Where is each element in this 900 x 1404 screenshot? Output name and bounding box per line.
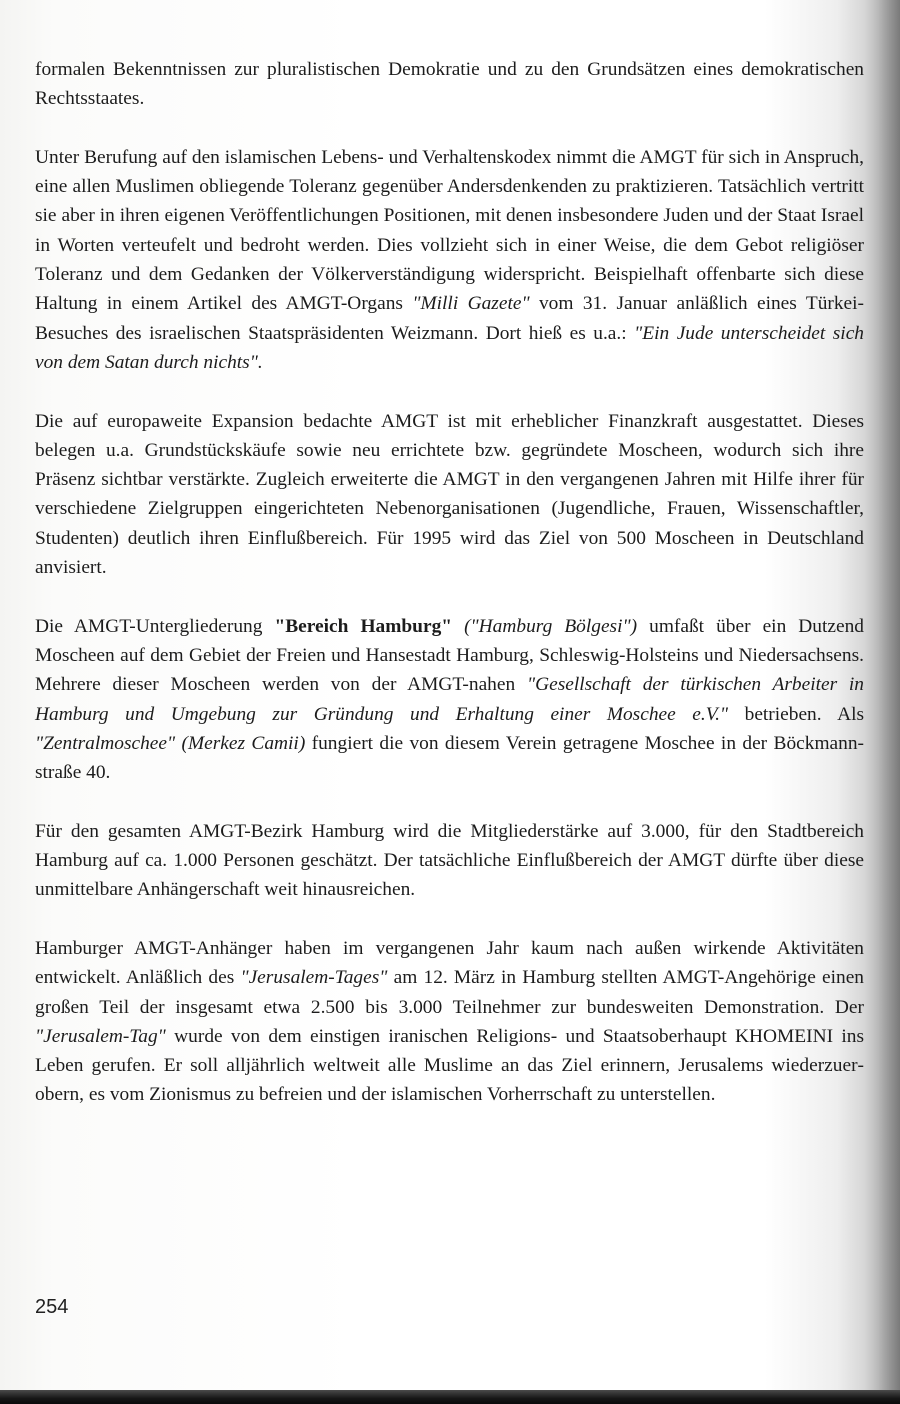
event-name-jerusalem-tag: "Jerusalem-Tag" xyxy=(35,1025,166,1047)
paragraph-4 xyxy=(35,612,864,788)
newspaper-title-milli-gazete: "Milli Gazete" xyxy=(412,293,530,315)
page-spine-shadow xyxy=(864,0,900,1404)
page-number: 254 xyxy=(35,1296,69,1318)
paragraph-6 xyxy=(35,934,864,1110)
paragraph-2-text: Unter Berufung auf den islamischen Lebens- und Verhaltenskodex nimmt die AMGT für sich in Anspruch, eine allen Muslimen obliegende Toleranz gegenüber Andersdenkenden zu praktizieren. Tatsächlich vertritt sie aber in ihren eigenen Veröffentlichungen Positionen, mit denen insbesondere Juden und der Staat Israel in Worten verteufelt und bedroht werden. Dies vollzieht sich in einer Weise, die dem Gebot religiöser Toleranz und dem Gedanken der Völkerverständigung widerspricht. Beispielhaft offenbarte sich diese Haltung in einem Artikel des AMGT-Organs xyxy=(35,146,864,315)
paragraph-4-text xyxy=(452,616,464,637)
paragraph-5 xyxy=(35,817,864,905)
paragraph-2 xyxy=(35,143,864,377)
paragraph-6-text: wurde von dem einstigen iranischen Religions- und Staatsoberhaupt KHOMEINI ins Leben gerufen. Er soll alljährlich weltweit alle Muslime an das Ziel erinnern, Jerusalems wiederzuerobern, es vom Zionismus zu befreien und der islamischen Vorherrschaft zu unterstellen. xyxy=(35,1025,864,1106)
paragraph-3 xyxy=(35,407,864,583)
paragraph-2-text: vom 31. Januar anläßlich eines Türkei-Besuches des israelischen Staatspräsidenten Weizmann. Dort hieß es u.a.: xyxy=(35,293,864,344)
event-name-jerusalem-tages: "Jerusalem-Tages" xyxy=(240,967,388,989)
mosque-name: "Zentralmoschee" (Merkez Camii) xyxy=(35,732,306,754)
paragraph-4-text: fungiert die von diesem Verein getragene Moschee in der Böckmannstraße 40. xyxy=(35,732,864,784)
paragraph-6-text: am 12. März in Hamburg stellten AMGT-Angehörige einen großen Teil der insgesamt etwa 2.500 bis 3.000 Teilnehmer zur bundesweiten Demonstration. Der xyxy=(35,967,864,1018)
organization-name-bereich-hamburg: "Bereich Hamburg" xyxy=(274,615,453,637)
paragraph-4-text: Die AMGT-Untergliederung xyxy=(35,615,275,637)
paragraph-3-text: Die auf europaweite Expansion bedachte AMGT ist mit erheblicher Finanzkraft ausgestattet. Dieses belegen u.a. Grundstückskäufe sowie neu errichtete bzw. gegründete Moscheen, wodurch sich ihre Präsenz sichtbar verstärkte. Zugleich erweiterte die AMGT in den vergangenen Jahren mit Hilfe ihrer für verschiedene Zielgruppen eingerichteten Nebenorganisationen (Jugendliche, Frauen, Wissenschaftler, Studenten) deutlich ihren Einflußbereich. Für 1995 wird das Ziel von 500 Moscheen in Deutschland anvisiert. xyxy=(35,410,864,579)
quotation: "Ein Jude unterscheidet sich von dem Satan durch nichts". xyxy=(35,322,864,373)
paragraph-5-text: Für den gesamten AMGT-Bezirk Hamburg wird die Mitgliederstärke auf 3.000, für den Stadtbereich Hamburg auf ca. 1.000 Personen geschätzt. Der tatsächliche Einflußbereich der AMGT dürfte über diese unmittelbare Anhängerschaft weit hinausreichen. xyxy=(35,820,864,901)
paragraph-6-text: Hamburger AMGT-Anhänger haben im vergangenen Jahr kaum nach außen wirkende Aktivitäten entwickelt. Anläßlich des xyxy=(35,937,864,989)
paragraph-4-text: umfaßt über ein Dutzend Moscheen auf dem Gebiet der Freien und Hansestadt Hamburg, Schleswig-Holsteins und Niedersachsens. Mehrere dieser Moscheen werden von der AMGT-nahen xyxy=(35,615,864,696)
body-text xyxy=(35,55,864,1139)
association-name: "Gesellschaft der türkischen Arbeiter in Hamburg und Umgebung zur Gründung und Erhaltung einer Moschee e.V." xyxy=(35,674,864,725)
scan-bottom-edge xyxy=(0,1390,900,1404)
paragraph-4-text: betrieben. Als xyxy=(728,703,865,725)
paragraph-1-text: formalen Bekenntnissen zur pluralistischen Demokratie und zu den Grundsätzen eines demokratischen Rechtsstaates. xyxy=(35,59,864,110)
organization-name-hamburg-bolgesi: ("Hamburg Bölgesi") xyxy=(464,615,638,637)
paragraph-1 xyxy=(35,55,864,114)
